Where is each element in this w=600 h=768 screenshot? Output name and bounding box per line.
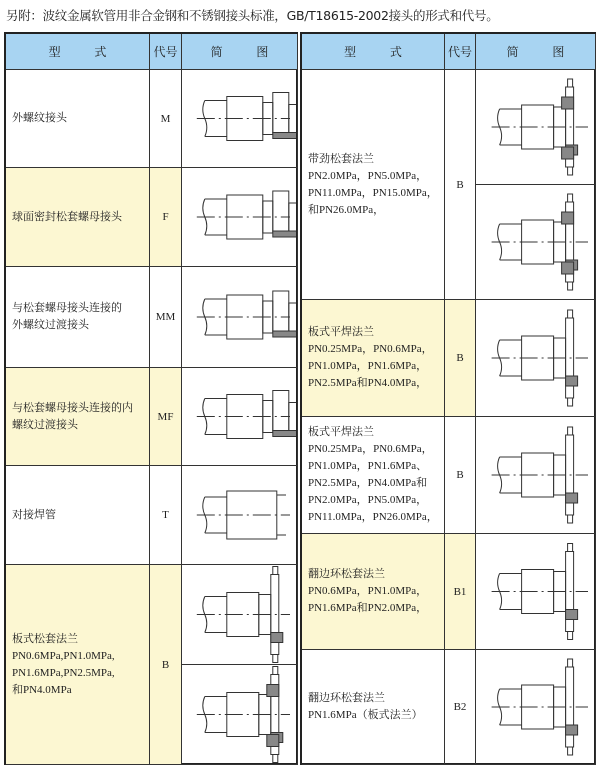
type-line: PN1.6MPa（板式法兰） bbox=[308, 709, 423, 721]
type-line: 板式平焊法兰 bbox=[308, 426, 374, 438]
row-diagram bbox=[182, 665, 298, 765]
type-line: PN0.6MPa,PN1.0MPa, bbox=[12, 649, 115, 662]
type-line: 对接焊管 bbox=[12, 508, 56, 521]
type-line: 螺纹过渡接头 bbox=[12, 418, 78, 431]
row-type bbox=[302, 650, 445, 765]
diagram-weld-pipe bbox=[182, 466, 296, 564]
diagram-neck-flange bbox=[476, 70, 594, 184]
row-code: B1 bbox=[445, 534, 476, 650]
row-diagram bbox=[476, 300, 596, 417]
row-diagram bbox=[182, 70, 298, 168]
diagram-female-adapter bbox=[182, 368, 296, 465]
row-diagram bbox=[182, 565, 298, 665]
header-diagram: 简 图 bbox=[182, 34, 298, 70]
type-line: 翻边环松套法兰 bbox=[308, 692, 385, 704]
diagram-swivel-nut bbox=[182, 168, 296, 266]
row-code: F bbox=[150, 168, 182, 267]
type-line: PN2.5MPa和PN4.0MPa， bbox=[308, 377, 428, 389]
type-line: PN2.0MPa，PN5.0MPa， bbox=[308, 169, 428, 182]
right-table bbox=[300, 32, 596, 765]
diagram-slip-on-flange-2 bbox=[476, 417, 594, 533]
type-line: PN11.0MPa，PN26.0MPa， bbox=[308, 511, 438, 523]
type-line: 带劲松套法兰 bbox=[308, 152, 374, 165]
header-type: 型 式 bbox=[6, 34, 150, 70]
row-code: MF bbox=[150, 368, 182, 466]
header-type: 型 式 bbox=[302, 34, 445, 70]
type-line: PN1.0MPa，PN1.6MPa， bbox=[308, 360, 428, 372]
type-line: PN1.6MPa,PN2.5MPa, bbox=[12, 666, 115, 679]
row-diagram bbox=[476, 650, 596, 765]
row-code: B bbox=[150, 565, 182, 765]
row-type bbox=[6, 70, 150, 168]
diagram-lap-joint-flange bbox=[476, 534, 594, 649]
row-type bbox=[6, 466, 150, 565]
row-code: B2 bbox=[445, 650, 476, 765]
row-type bbox=[6, 267, 150, 368]
row-diagram bbox=[476, 417, 596, 534]
diagram-slip-on-flange bbox=[476, 300, 594, 416]
row-code: M bbox=[150, 70, 182, 168]
row-type bbox=[302, 417, 445, 534]
type-line: PN2.5MPa，PN4.0MPa和 bbox=[308, 477, 428, 489]
diagram-male-thread bbox=[182, 70, 296, 167]
type-line: PN11.0MPa，PN15.0MPa， bbox=[308, 186, 438, 199]
type-line: PN1.6MPa和PN2.0MPa， bbox=[308, 602, 428, 614]
type-line: PN0.6MPa，PN1.0MPa， bbox=[308, 585, 428, 597]
diagram-loose-flange bbox=[182, 565, 296, 664]
diagram-lap-joint-flange-plate bbox=[476, 650, 594, 764]
row-type bbox=[302, 70, 445, 300]
row-type bbox=[6, 565, 150, 765]
row-diagram bbox=[182, 168, 298, 267]
diagram-male-adapter bbox=[182, 267, 296, 367]
row-code: T bbox=[150, 466, 182, 565]
row-diagram bbox=[182, 466, 298, 565]
type-line: 板式松套法兰 bbox=[12, 632, 78, 645]
row-type bbox=[6, 368, 150, 466]
type-line: 外螺纹接头 bbox=[12, 112, 67, 124]
row-code: B bbox=[445, 70, 476, 300]
row-type bbox=[302, 300, 445, 417]
type-line: 与松套螺母接头连接的内 bbox=[12, 401, 133, 414]
row-diagram bbox=[476, 185, 596, 300]
left-table bbox=[4, 32, 298, 765]
row-type bbox=[6, 168, 150, 267]
row-diagram bbox=[182, 267, 298, 368]
diagram-loose-flange-hub bbox=[182, 665, 296, 764]
header-diagram: 简 图 bbox=[476, 34, 596, 70]
type-line: PN0.25MPa，PN0.6MPa， bbox=[308, 443, 433, 455]
type-line: 板式平焊法兰 bbox=[308, 326, 374, 338]
header-code: 代号 bbox=[150, 34, 182, 70]
type-line: PN0.25MPa，PN0.6MPa， bbox=[308, 343, 433, 355]
diagram-neck-flange-hub bbox=[476, 185, 594, 299]
header-code: 代号 bbox=[445, 34, 476, 70]
type-line: PN1.0MPa，PN1.6MPa、 bbox=[308, 460, 428, 472]
row-diagram bbox=[476, 70, 596, 185]
row-code: B bbox=[445, 417, 476, 534]
type-line: 与松套螺母接头连接的 bbox=[12, 302, 122, 314]
row-code: B bbox=[445, 300, 476, 417]
type-line: 和PN26.0MPa， bbox=[308, 203, 385, 216]
type-line: 翻边环松套法兰 bbox=[308, 568, 385, 580]
page-title: 另附：波纹金属软管用非合金钢和不锈钢接头标准，GB/T18615-2002接头的形式和代号。 bbox=[6, 8, 499, 23]
row-diagram bbox=[182, 368, 298, 466]
type-line: PN2.0MPa，PN5.0MPa， bbox=[308, 494, 428, 506]
row-code: MM bbox=[150, 267, 182, 368]
type-line: 外螺纹过渡接头 bbox=[12, 319, 89, 331]
type-line: 球面密封松套螺母接头 bbox=[12, 210, 122, 223]
row-diagram bbox=[476, 534, 596, 650]
type-line: 和PN4.0MPa bbox=[12, 683, 72, 696]
row-type bbox=[302, 534, 445, 650]
